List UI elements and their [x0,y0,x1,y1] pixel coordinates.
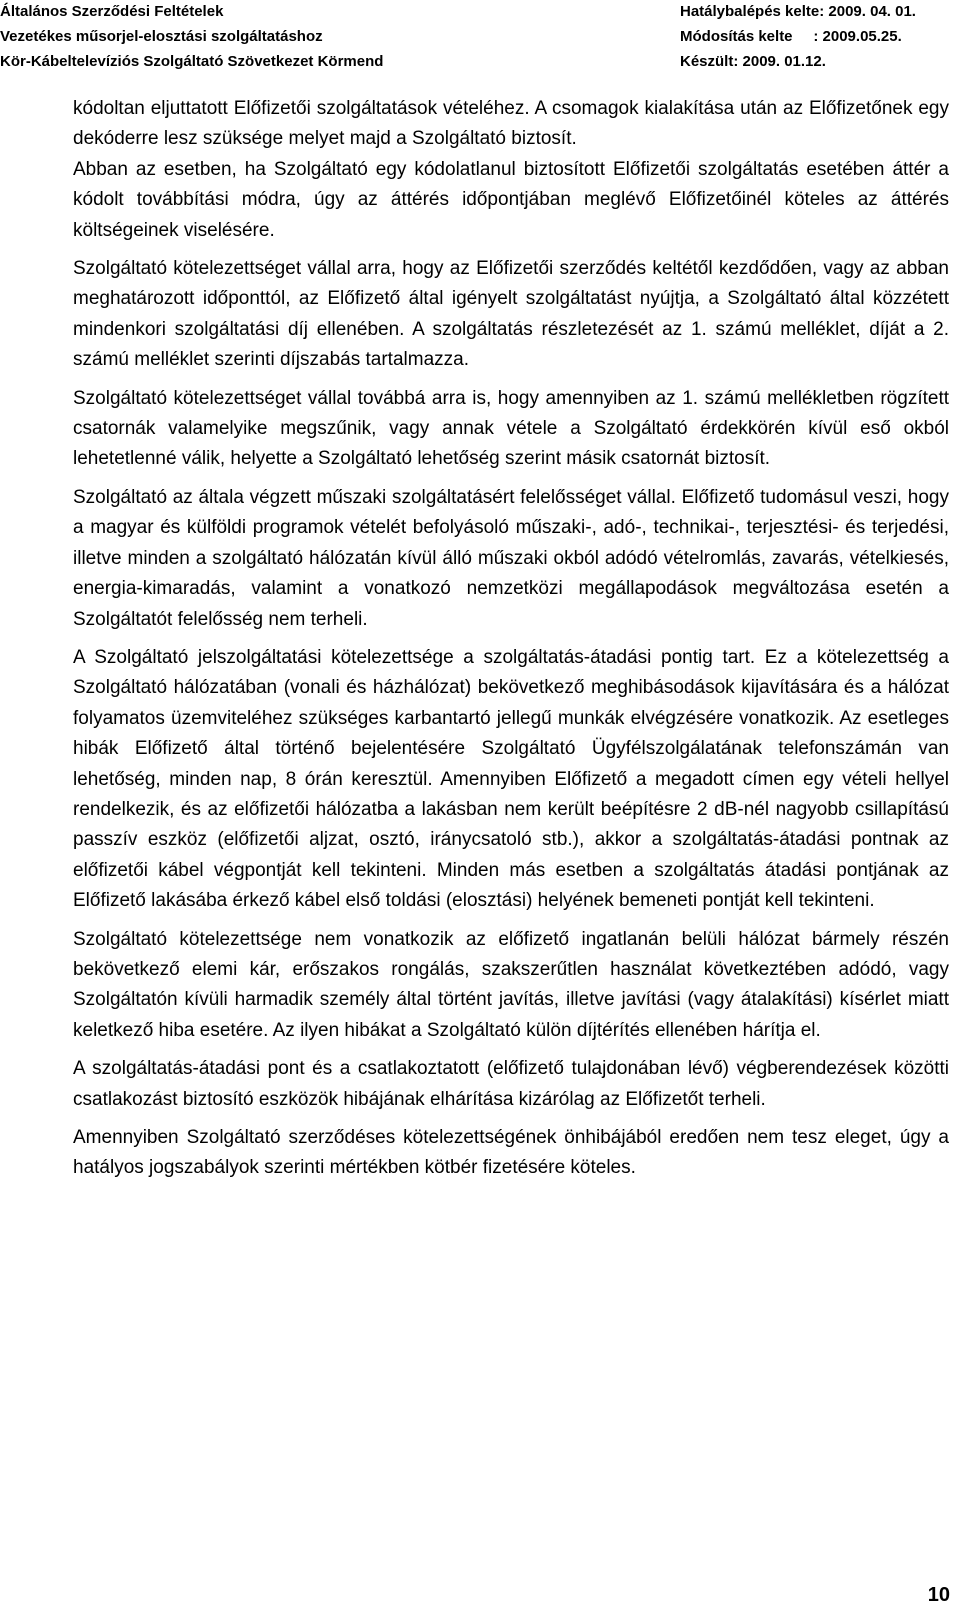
paragraph-encoded-services: kódoltan eljuttatott Előfizetői szolgáltatások vételéhez. A csomagok kialakítása után az Előfizetőnek egy dekóderre lesz szüksége melyet majd a Szolgáltató biztosít. [73,98,949,150]
page-number: 10 [927,1584,950,1606]
document-header [0,0,960,80]
paragraph-channel-replacement: Szolgáltató kötelezettséget vállal továbbá arra is, hogy amennyiben az 1. számú mellékletben rögzített csatornák valamelyike megszűnik, vagy annak vétele a Szolgáltató érdekkörén kívül eső okból lehetetlenné válik, helyette a Szolgáltató lehetőség szerint másik csatornát biztosít. [73,387,949,470]
paragraph-damage-exclusions: Szolgáltató kötelezettsége nem vonatkozik az előfizető ingatlanán belüli hálózat bármely részén bekövetkező elemi kár, erőszakos rongálás, szakszerűtlen használat következtében adódó, vagy Szolgáltatón kívüli harmadik személy által történt javítás, illetve javítási (vagy átalakítási) kísérlet miatt keletkező hiba esetére. Az ilyen hibákat a Szolgáltató külön díjtérítés ellenében hárítja el. [73,928,949,1041]
paragraph-service-obligation: Szolgáltató kötelezettséget vállal arra, hogy az Előfizetői szerződés keltétől kezdődően, vagy az abban meghatározott időponttól, az Előfizető által igényelt szolgáltatást nyújtja, a Szolgáltató által közzétett mindenkori szolgáltatási díj ellenében. A szolgáltatás részletezését az 1. számú melléklet, díját a 2. számú melléklet szerinti díjszabás tartalmazza. [73,258,949,371]
document-body [73,94,949,1192]
header-modified-date: Módosítás kelte : 2009.05.25. [680,28,902,45]
paragraph-encoding-switch: Abban az esetben, ha Szolgáltató egy kódolatlanul biztosított Előfizetői szolgáltatás esetében áttér a kódolt továbbítási módra, úgy az áttérés időpontjában meglévő Előfizetőinél köteles az áttérés költségeinek viselésére. [73,158,949,241]
paragraph-handover-point: A Szolgáltató jelszolgáltatási kötelezettsége a szolgáltatás-átadási pontig tart. Ez a kötelezettség a Szolgáltató hálózatában (vonali és házhálózat) bekövetkező meghibásodások kijavítására és a hálózat folyamatos üzemviteléhez szükséges karbantartó jellegű munkák elvégzésére vonatkozik. Az esetleges hibák Előfizető által történő bejelentésére Szolgáltató Ügyfélszolgálatának telefonszámán van lehetőség, minden nap, 8 órán keresztül. Amennyiben Előfizető a megadott címen egy vételi hellyel rendelkezik, és az előfizetői hálózatba a lakásban nem került beépítésre 2 dB-nél nagyobb csillapítású passzív eszköz (előfizetői aljzat, osztó, iránycsatoló stb.), akkor a szolgáltatás-átadási pontnak az előfizetői kábel végpontját kell tekinteni. Minden más esetben a szolgáltatás átadási pontjának az Előfizető lakásába érkező kábel első toldási (elosztási) helyének bemeneti pontját kell tekinteni. [73,646,949,912]
header-service-type: Vezetékes műsorjel-elosztási szolgáltatáshoz [0,28,323,45]
header-company-name: Kör-Kábeltelevíziós Szolgáltató Szövetkezet Körmend [0,53,384,70]
header-created-date: Készült: 2009. 01.12. [680,53,826,70]
header-effective-date: Hatálybalépés kelte: 2009. 04. 01. [680,3,916,20]
header-document-title: Általános Szerződési Feltételek [0,3,224,20]
paragraph-technical-liability: Szolgáltató az általa végzett műszaki szolgáltatásért felelősséget vállal. Előfizető tudomásul veszi, hogy a magyar és külföldi programok vételét befolyásoló műszaki-, adó-, technikai-, terjesztési- és terjedési, illetve minden a szolgáltató hálózatán kívül álló műszaki okból adódó vételromlás, zavarás, vételkiesés, energia-kimaradás, valamint a vonatkozó nemzetközi megállapodások megváltozása esetén a Szolgáltatót felelősség nem terheli. [73,486,949,630]
paragraph-penalty: Amennyiben Szolgáltató szerződéses kötelezettségének önhibájából eredően nem tesz eleget, úgy a hatályos jogszabályok szerinti mértékben kötbér fizetésére köteles. [73,1127,949,1179]
paragraph-terminal-equipment: A szolgáltatás-átadási pont és a csatlakoztatott (előfizető tulajdonában lévő) végberendezések közötti csatlakozást biztosító eszközök hibájának elhárítása kizárólag az Előfizetőt terheli. [73,1058,949,1110]
